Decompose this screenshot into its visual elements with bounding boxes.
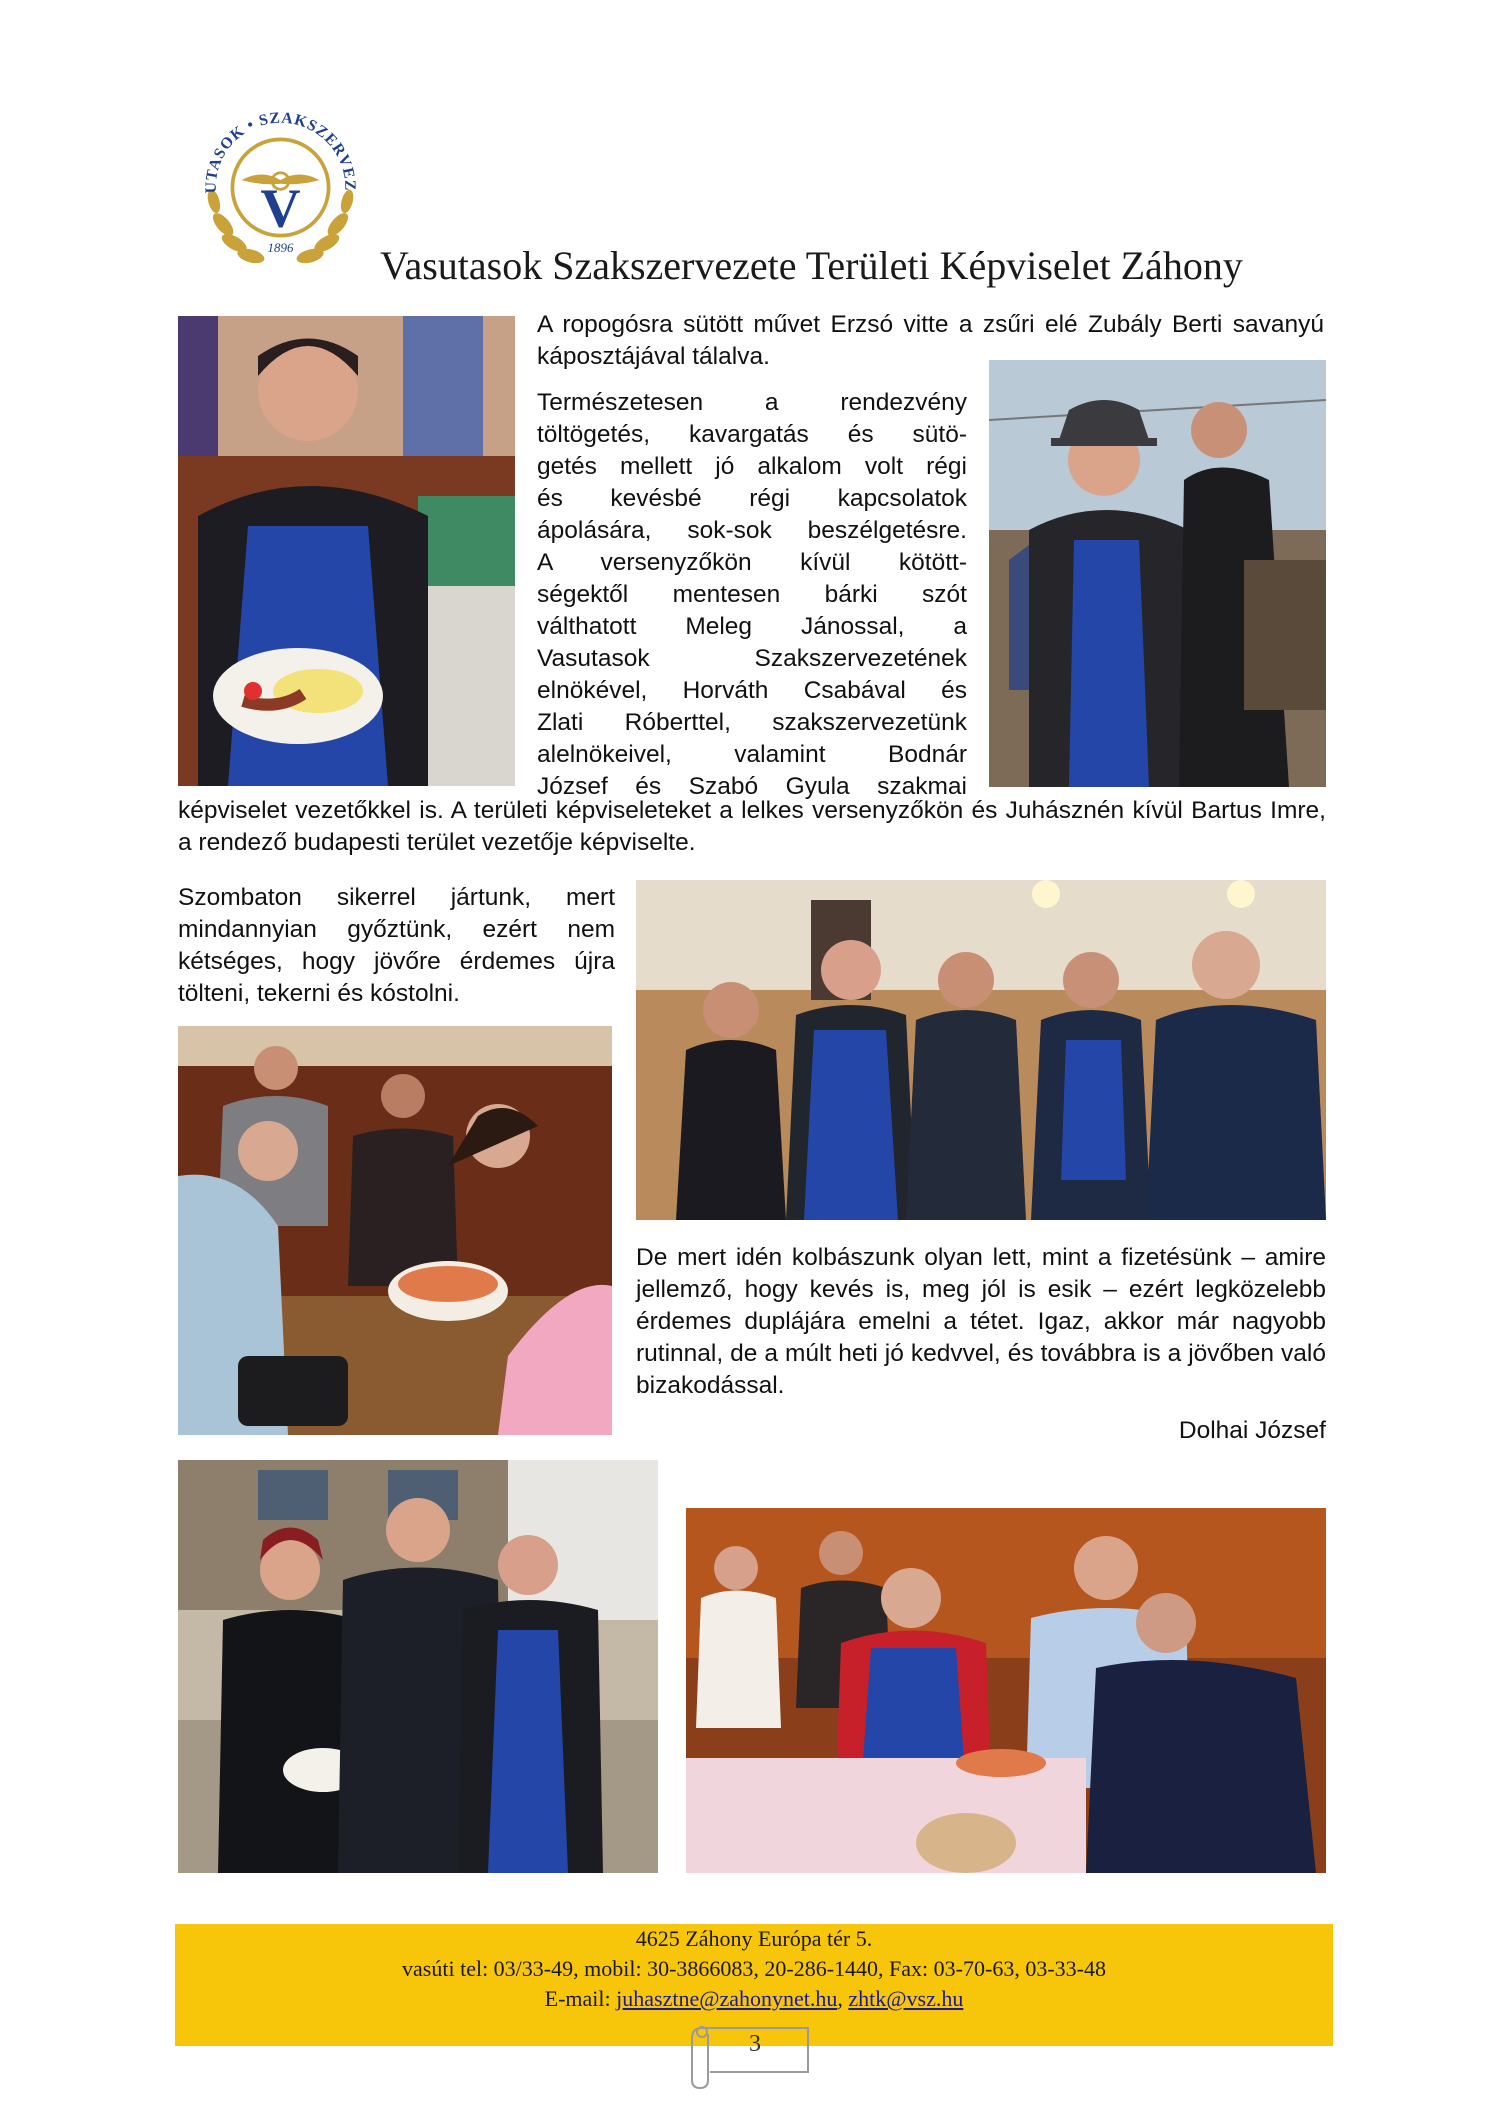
paragraph-text: De mert idén kolbászunk olyan lett, mint a fizetésünk – amire jellemző, hogy kevés is, meg jól is esik – ezért legközelebb érdemes duplájára emelni a tétet. Igaz, akkor már nagyobb rutinnal, de a múlt heti jó kedvvel, és továbbra is a jövőben való bizakodással.	[636, 1244, 1326, 1399]
paragraph-line: Vasutasok Szakszervezetének	[537, 645, 967, 672]
photo-table-tasting	[686, 1508, 1326, 1873]
photo-man-in-hat	[989, 360, 1326, 787]
paragraph-line: Zlati Róberttel, szakszervezetünk	[537, 709, 967, 736]
email-separator: ,	[837, 1986, 843, 2011]
paragraph-line: A versenyzőkön kívül kötött-	[537, 549, 967, 576]
article-paragraph-4	[636, 1242, 1326, 1402]
paragraph-line: alelnökeivel, valamint Bodnár	[537, 741, 967, 768]
logo-ring-text: UTASOK • SZAKSZERVEZ	[202, 109, 359, 194]
paragraph-line: József és Szabó Gyula szakmai	[537, 773, 967, 800]
paragraph-line: ségektől mentesen bárki szót	[537, 581, 967, 608]
article-paragraph-3	[178, 882, 615, 1010]
paragraph-text: Szombaton sikerrel jártunk, mert mindannyian győztünk, ezért nem kétséges, hogy jövőre érdemes újra tölteni, tekerni és kóstolni.	[178, 884, 615, 1007]
logo-letter: V	[260, 178, 301, 240]
paragraph-line: töltögetés, kavargatás és sütö-	[537, 421, 967, 448]
footer-email-label: E-mail:	[544, 1986, 611, 2011]
page-title: Vasutasok Szakszervezete Területi Képviselet Záhony	[380, 243, 1243, 288]
paragraph-text: képviselet vezetőkkel is. A területi képviseleteket a lelkes versenyzőkön és Juhásznén kívül Bartus Imre, a rendező budapesti terület vezetője képviselte.	[178, 797, 1326, 856]
paragraph-text: A ropogósra sütött művet Erzsó vitte a zsűri elé Zubály Berti savanyú káposztájával tálalva.	[537, 311, 1324, 370]
logo-year: 1896	[267, 240, 294, 256]
paragraph-line: elnökével, Horváth Csabával és	[537, 677, 967, 704]
photo-trio-outdoors	[178, 1460, 658, 1873]
paragraph-line: ápolására, sok-sok beszélgetésre.	[537, 517, 967, 544]
photo-woman-with-plate	[178, 316, 515, 786]
footer-email-row	[175, 1984, 1333, 2014]
article-paragraph-2	[537, 387, 967, 803]
paragraph-line: válthatott Meleg Jánossal, a	[537, 613, 967, 640]
page-number: 3	[749, 2031, 761, 2057]
email-link-juhasztne[interactable]: juhasztne@zahonynet.hu	[616, 1986, 838, 2011]
footer-phones: vasúti tel: 03/33-49, mobil: 30-3866083, 20-286-1440, Fax: 03-70-63, 03-33-48	[402, 1956, 1106, 1981]
photo-group-toast	[636, 880, 1326, 1220]
paragraph-line: és kevésbé régi kapcsolatok	[537, 485, 967, 512]
paragraph-line: getés mellett jó alkalom volt régi	[537, 453, 967, 480]
article-paragraph-2-continued	[178, 795, 1326, 859]
paragraph-line: Természetesen a rendezvény	[537, 389, 967, 416]
union-logo	[188, 95, 373, 280]
author-signature: Dolhai József	[1178, 1417, 1326, 1444]
photo-sausage-making	[178, 1026, 612, 1435]
footer-address: 4625 Záhony Európa tér 5.	[635, 1926, 873, 1951]
email-link-zhtk[interactable]: zhtk@vsz.hu	[848, 1986, 964, 2011]
